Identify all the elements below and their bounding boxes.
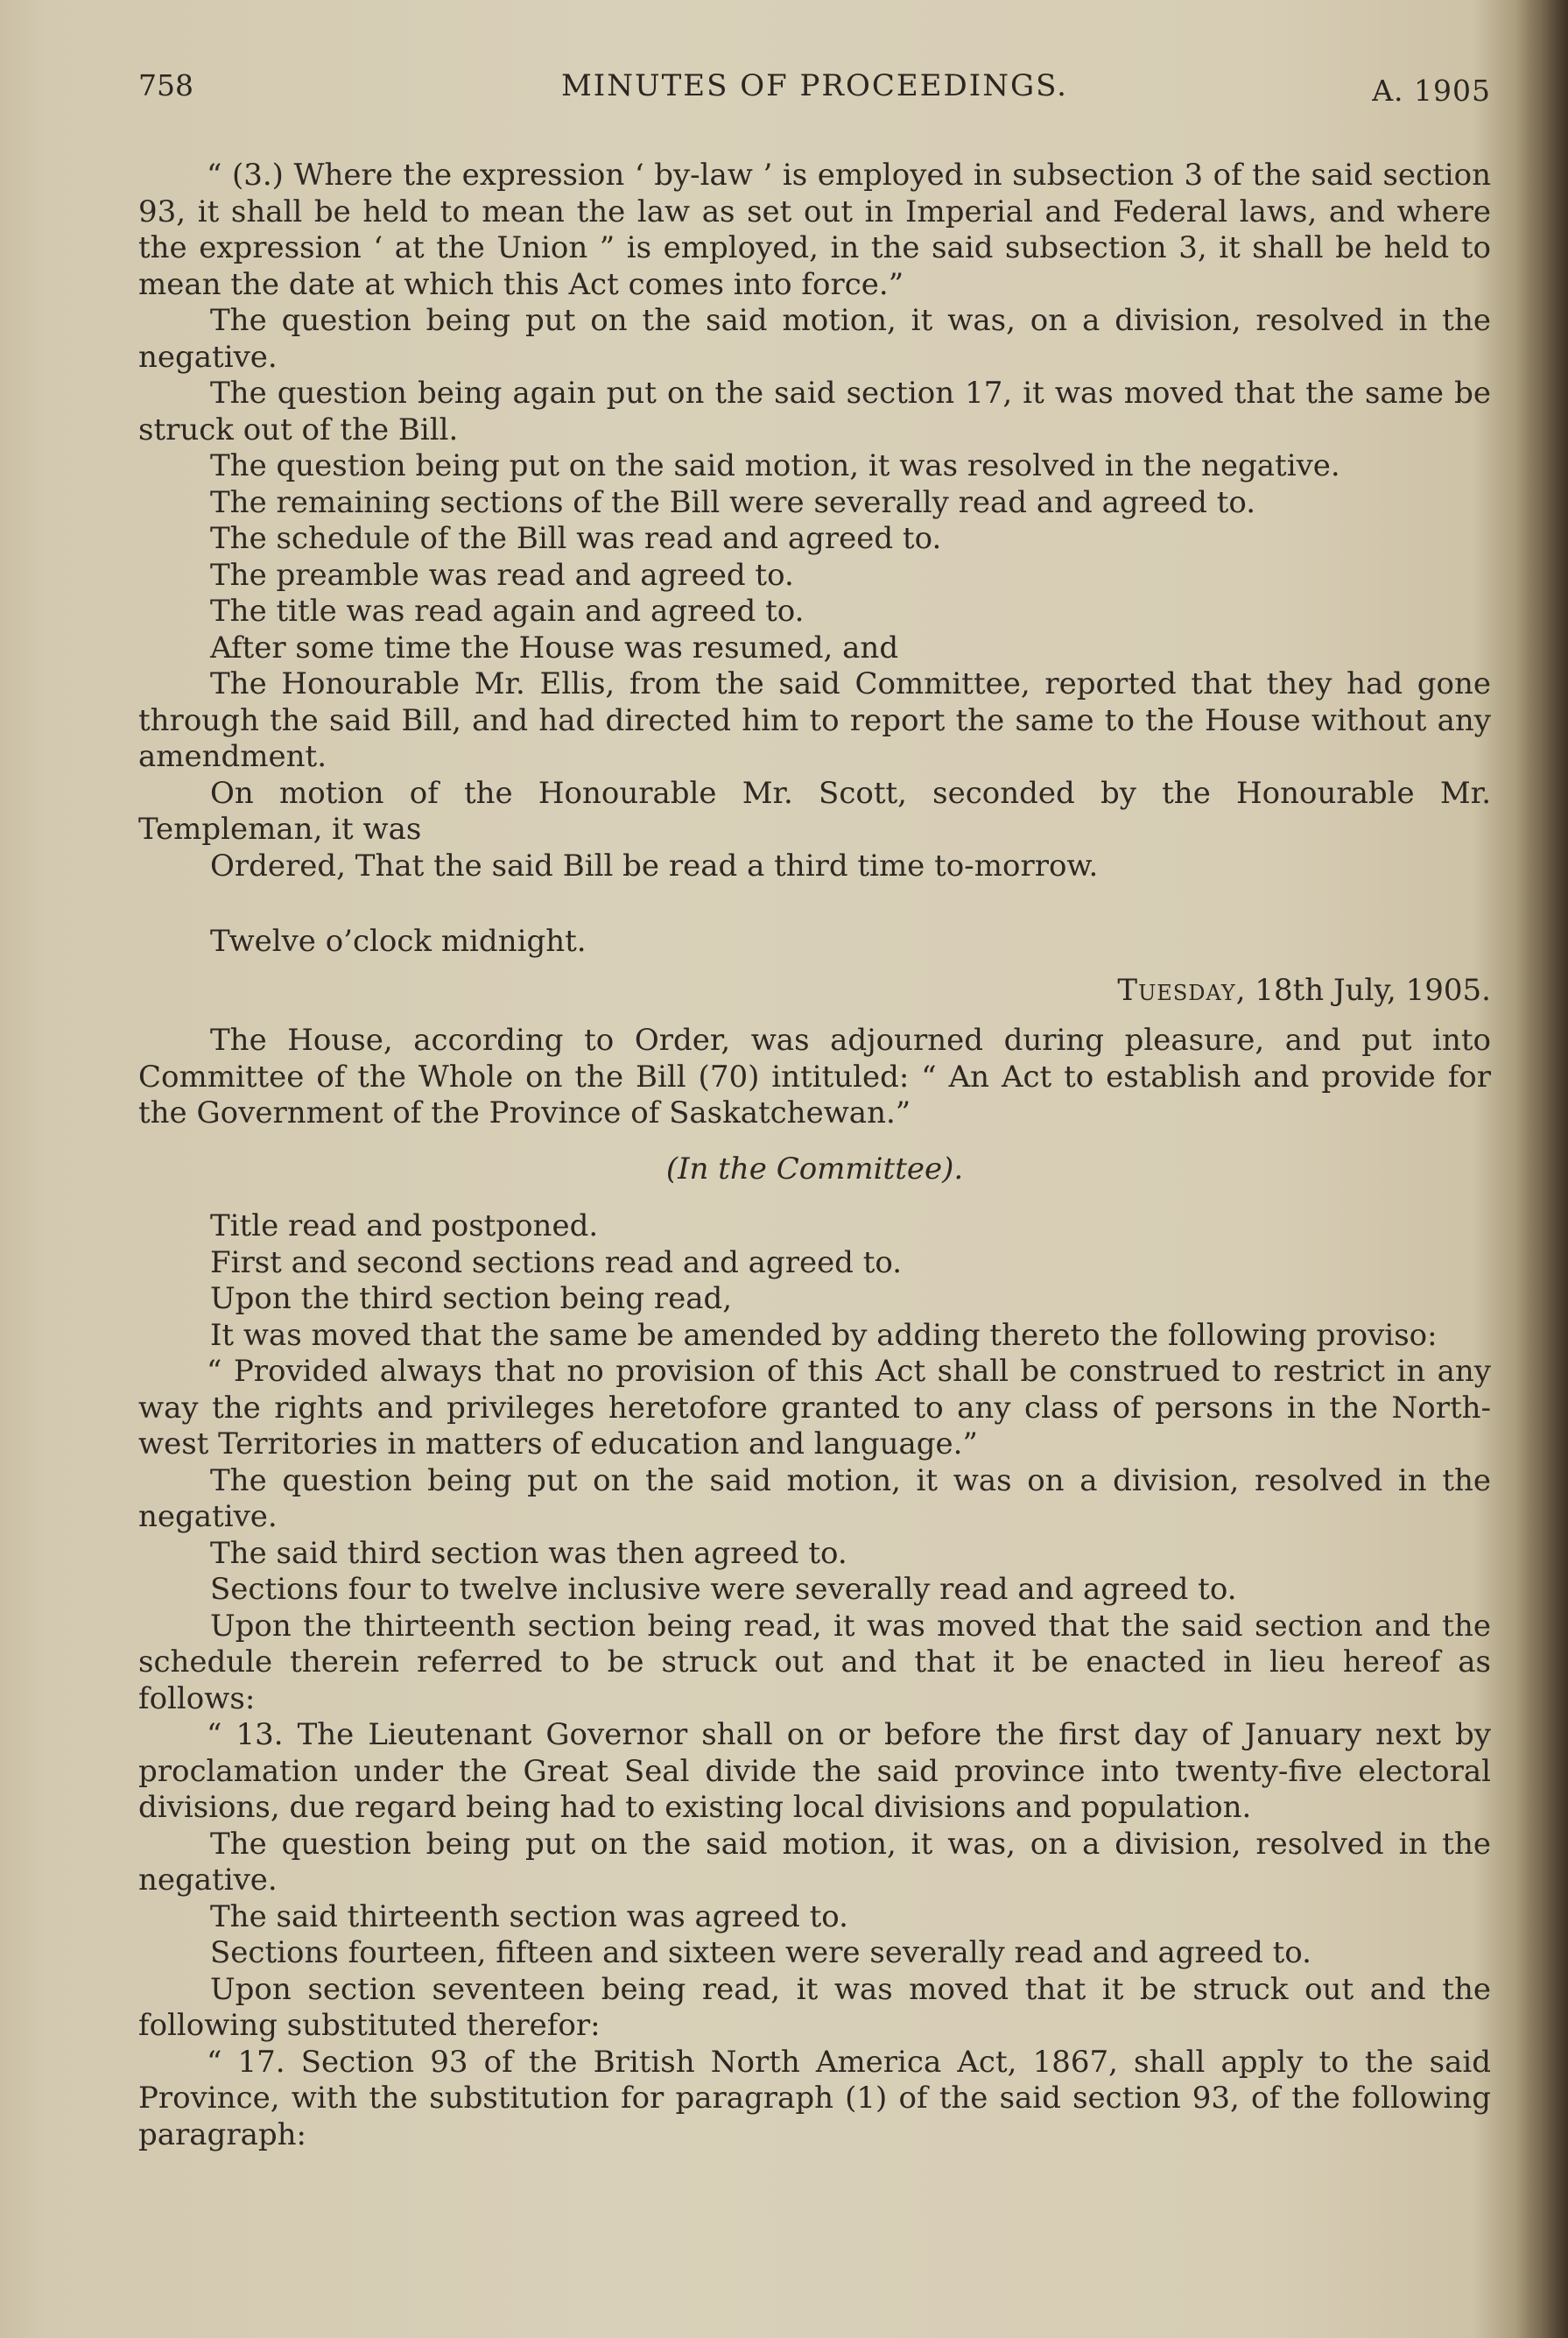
- paragraph: First and second sections read and agreed to.: [210, 1244, 903, 1280]
- paragraph: Upon the third section being read,: [210, 1281, 733, 1316]
- paragraph: Upon the thirteenth section being read, it was moved that the said section and the schedule therein referred to be struck out and that it be enacted in lieu hereof as follows:: [138, 1608, 1491, 1716]
- paragraph: The title was read again and agreed to.: [210, 594, 805, 629]
- page-edge-shadow: [1515, 0, 1568, 2338]
- paragraph: The said thirteenth section was agreed to.: [210, 1898, 848, 1934]
- section-spacer: [138, 884, 1491, 924]
- paragraph: The question being put on the said motion, it was resolved in the negative.: [210, 448, 1340, 483]
- paragraph: Upon section seventeen being read, it was moved that it be struck out and the following substituted therefor:: [138, 1971, 1491, 2043]
- paragraph: The question being put on the said motion, it was on a division, resolved in the negative.: [138, 1462, 1491, 1534]
- midnight-note: Twelve o’clock midnight.: [210, 924, 587, 959]
- opening-paragraph: The House, according to Order, was adjourned during pleasure, and put into Committee of the Whole on the Bill (70) intituled: “ An Act to establish and provide for the Government of the Province of Saskatchewan.”: [138, 1023, 1491, 1130]
- quoted-section-17: “ 17. Section 93 of the British North America Act, 1867, shall apply to the said Province, with the substitution for paragraph (1) of the said section 93, of the following paragraph:: [138, 2044, 1491, 2152]
- paragraph: The remaining sections of the Bill were severally read and agreed to.: [210, 484, 1256, 520]
- quoted-section-13: “ 13. The Lieutenant Governor shall on or before the first day of January next by proclamation under the Great Seal divide the said province into twenty-five electoral divisions, due regard being had to existing local divisions and population.: [138, 1717, 1491, 1825]
- paragraph: The question being put on the said motion, it was, on a division, resolved in the negative.: [138, 1826, 1491, 1898]
- quoted-subsection: “ (3.) Where the expression ‘ by-law ’ is employed in subsection 3 of the said section 93, it shall be held to mean the law as set out in Imperial and Federal laws, and where the expression ‘ at the Union ” is employed, in the said subsection 3, it shall be held to mean the date at which this Act comes into force.”: [138, 158, 1491, 302]
- date-rest: , 18th July, 1905.: [1235, 972, 1491, 1008]
- paragraph: Title read and postponed.: [210, 1208, 599, 1243]
- paragraph: Sections four to twelve inclusive were severally read and agreed to.: [210, 1572, 1237, 1607]
- paragraph: The question being put on the said motion, it was, on a division, resolved in the negative.: [138, 303, 1491, 375]
- paragraph: The Honourable Mr. Ellis, from the said Committee, reported that they had gone through the said Bill, and had directed him to report the same to the House without any amendment.: [138, 666, 1491, 774]
- paragraph: It was moved that the same be amended by adding thereto the following proviso:: [210, 1317, 1438, 1353]
- date-line: [138, 973, 1491, 1010]
- date-weekday: Tuesday: [1117, 972, 1236, 1008]
- quoted-proviso: “ Provided always that no provision of this Act shall be construed to restrict in any way the rights and privileges heretofore granted to any class of persons in the North-west Territories in matters of education and language.”: [138, 1354, 1491, 1461]
- paragraph: On motion of the Honourable Mr. Scott, seconded by the Honourable Mr. Templeman, it was: [138, 775, 1491, 847]
- paragraph: The question being again put on the said section 17, it was moved that the same be struck out of the Bill.: [138, 376, 1491, 447]
- paragraph: The said third section was then agreed to.: [210, 1535, 847, 1571]
- year-mark: A. 1905: [1372, 74, 1491, 108]
- paragraph: After some time the House was resumed, and: [210, 630, 899, 665]
- committee-heading: (In the Committee).: [665, 1151, 964, 1187]
- page-header: [138, 61, 1491, 114]
- body-text: [138, 158, 1491, 2259]
- paragraph: The schedule of the Bill was read and agreed to.: [210, 521, 942, 556]
- running-title: MINUTES OF PROCEEDINGS.: [560, 68, 1068, 103]
- paragraph: Sections fourteen, fifteen and sixteen were severally read and agreed to.: [210, 1935, 1311, 1970]
- paragraph: Ordered, That the said Bill be read a third time to-morrow.: [210, 848, 1099, 884]
- page-number: 758: [138, 68, 193, 102]
- paragraph: The preamble was read and agreed to.: [210, 557, 794, 593]
